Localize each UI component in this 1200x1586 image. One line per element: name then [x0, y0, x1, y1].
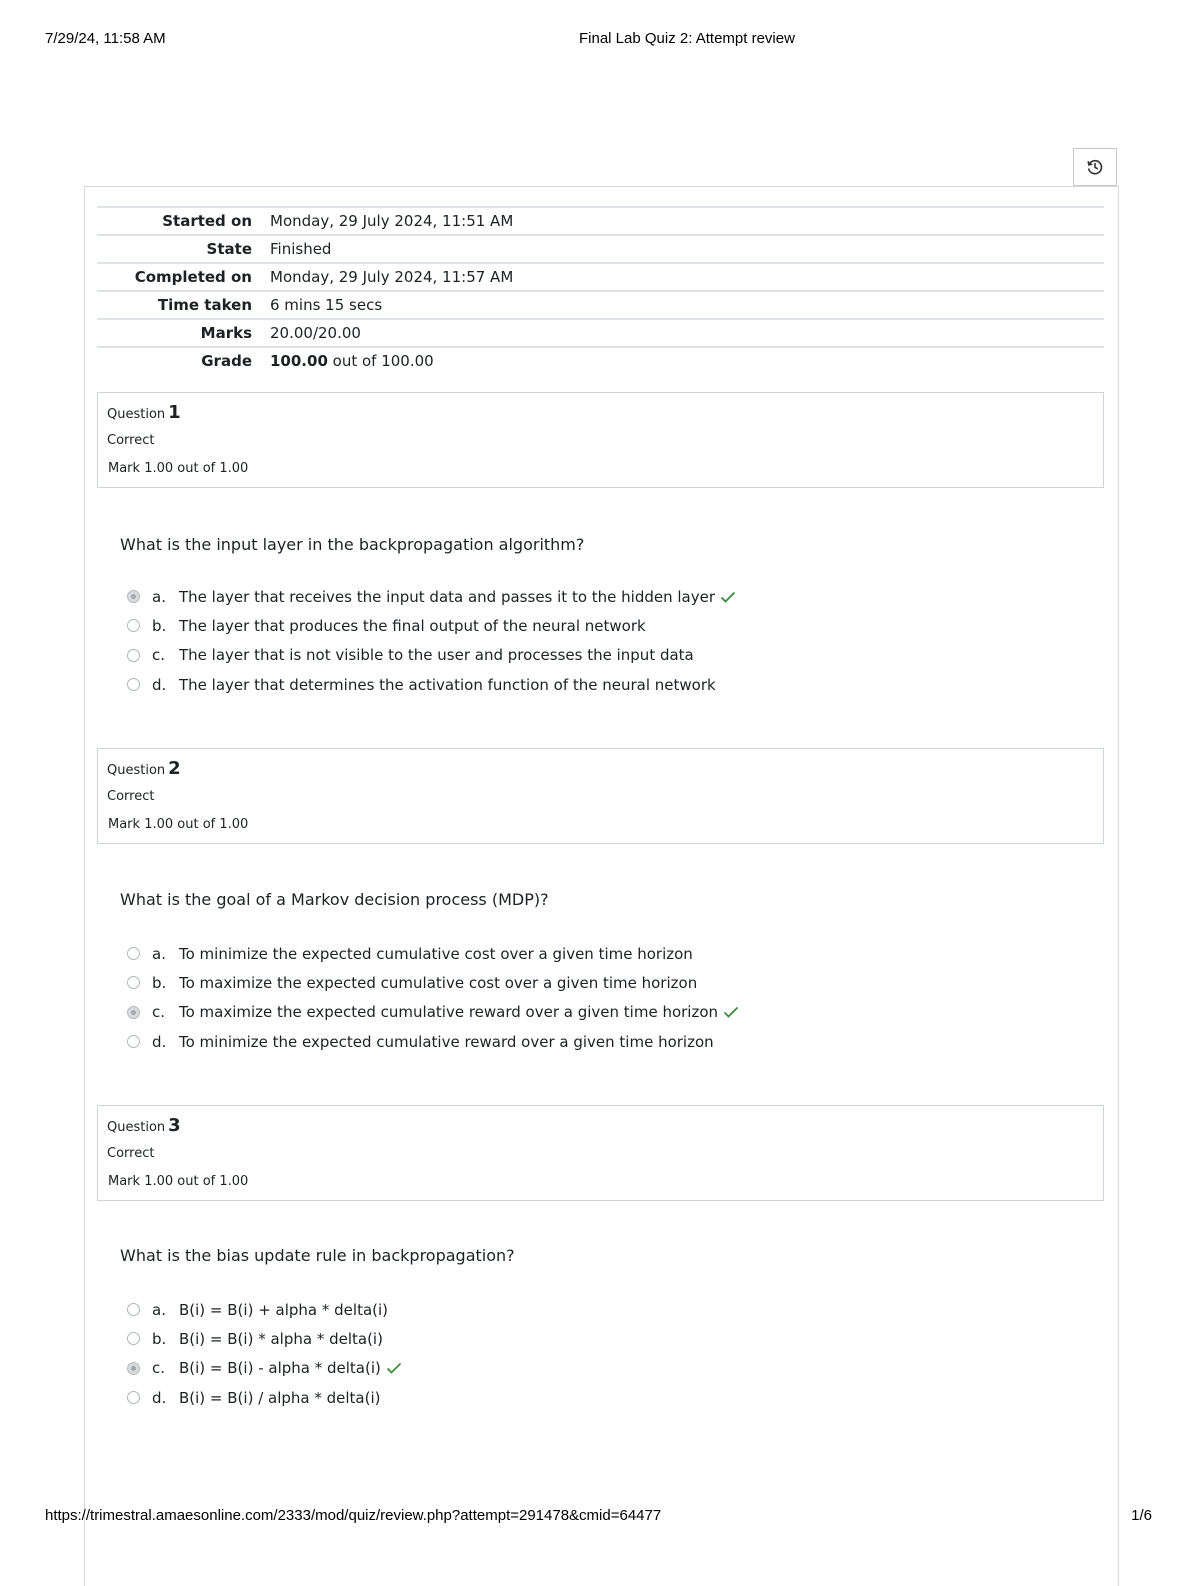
answer-option[interactable]: d. To minimize the expected cumulative reward over a given time horizon — [127, 1027, 739, 1056]
print-url: https://trimestral.amaesonline.com/2333/mod/quiz/review.php?attempt=291478&cmid=64477 — [45, 1507, 662, 1524]
answer-option[interactable]: b. The layer that produces the final output of the neural network — [127, 611, 736, 640]
summary-label: State — [206, 240, 252, 258]
summary-value: Monday, 29 July 2024, 11:51 AM — [270, 212, 514, 230]
summary-value: Monday, 29 July 2024, 11:57 AM — [270, 268, 514, 286]
question-number: Question 3 — [107, 1115, 181, 1136]
summary-row-state — [97, 236, 1104, 264]
question-text-2: What is the goal of a Markov decision process (MDP)? — [120, 890, 549, 909]
question-info-3 — [97, 1105, 1104, 1201]
attempt-summary-table — [97, 206, 1104, 374]
radio[interactable] — [127, 976, 140, 989]
checkmark-icon — [720, 591, 736, 603]
answer-option[interactable]: d. B(i) = B(i) / alpha * delta(i) — [127, 1383, 402, 1412]
answer-option[interactable]: c. The layer that is not visible to the user and processes the input data — [127, 641, 736, 670]
summary-label: Marks — [200, 324, 252, 342]
radio[interactable] — [127, 1303, 140, 1316]
radio[interactable] — [127, 1332, 140, 1345]
question-grade: Mark 1.00 out of 1.00 — [108, 817, 249, 832]
summary-value: 6 mins 15 secs — [270, 296, 383, 314]
pdf-header — [45, 30, 1152, 50]
history-icon — [1086, 158, 1104, 176]
answer-option[interactable]: c. To maximize the expected cumulative reward over a given time horizon — [127, 998, 739, 1027]
grade-score: 100.00 — [270, 352, 328, 370]
answer-list-1 — [127, 582, 736, 699]
question-grade: Mark 1.00 out of 1.00 — [108, 1174, 249, 1189]
summary-row-marks — [97, 320, 1104, 348]
summary-row-time — [97, 292, 1104, 320]
print-date: 7/29/24, 11:58 AM — [45, 30, 166, 47]
question-number: Question 1 — [107, 402, 181, 423]
radio[interactable] — [127, 619, 140, 632]
answer-option[interactable]: b. B(i) = B(i) * alpha * delta(i) — [127, 1324, 402, 1353]
question-number: Question 2 — [107, 758, 181, 779]
radio[interactable] — [127, 947, 140, 960]
question-text-1: What is the input layer in the backpropagation algorithm? — [120, 535, 585, 554]
radio[interactable] — [127, 1391, 140, 1404]
question-state: Correct — [107, 789, 155, 804]
print-title: Final Lab Quiz 2: Attempt review — [579, 30, 795, 47]
answer-list-3 — [127, 1295, 402, 1412]
question-text-3: What is the bias update rule in backpropagation? — [120, 1246, 515, 1265]
checkmark-icon — [386, 1362, 402, 1374]
checkmark-icon — [723, 1006, 739, 1018]
pdf-footer — [45, 1507, 1152, 1527]
summary-row-started — [97, 208, 1104, 236]
question-info-1 — [97, 392, 1104, 488]
summary-label: Grade — [201, 352, 252, 370]
question-info-2 — [97, 748, 1104, 844]
summary-row-completed — [97, 264, 1104, 292]
radio[interactable] — [127, 1035, 140, 1048]
summary-label: Time taken — [157, 296, 252, 314]
answer-option[interactable]: c. B(i) = B(i) - alpha * delta(i) — [127, 1354, 402, 1383]
answer-option[interactable]: a. The layer that receives the input data and passes it to the hidden layer — [127, 582, 736, 611]
summary-row-grade — [97, 348, 1104, 374]
radio[interactable] — [127, 678, 140, 691]
question-grade: Mark 1.00 out of 1.00 — [108, 461, 249, 476]
answer-option[interactable]: a. B(i) = B(i) + alpha * delta(i) — [127, 1295, 402, 1324]
answer-list-2 — [127, 939, 739, 1056]
summary-label: Started on — [162, 212, 252, 230]
grade-out-of: out of 100.00 — [327, 352, 434, 370]
answer-option[interactable]: b. To maximize the expected cumulative cost over a given time horizon — [127, 968, 739, 997]
radio-selected[interactable] — [127, 1006, 140, 1019]
answer-option[interactable]: d. The layer that determines the activation function of the neural network — [127, 670, 736, 699]
question-state: Correct — [107, 433, 155, 448]
summary-label: Completed on — [134, 268, 252, 286]
summary-value — [270, 352, 1104, 370]
answer-option[interactable]: a. To minimize the expected cumulative cost over a given time horizon — [127, 939, 739, 968]
radio[interactable] — [127, 649, 140, 662]
question-state: Correct — [107, 1146, 155, 1161]
page-number: 1/6 — [1131, 1507, 1152, 1524]
summary-value: 20.00/20.00 — [270, 324, 361, 342]
summary-value: Finished — [270, 240, 332, 258]
radio-selected[interactable] — [127, 1362, 140, 1375]
radio-selected[interactable] — [127, 590, 140, 603]
history-button[interactable] — [1073, 148, 1117, 186]
